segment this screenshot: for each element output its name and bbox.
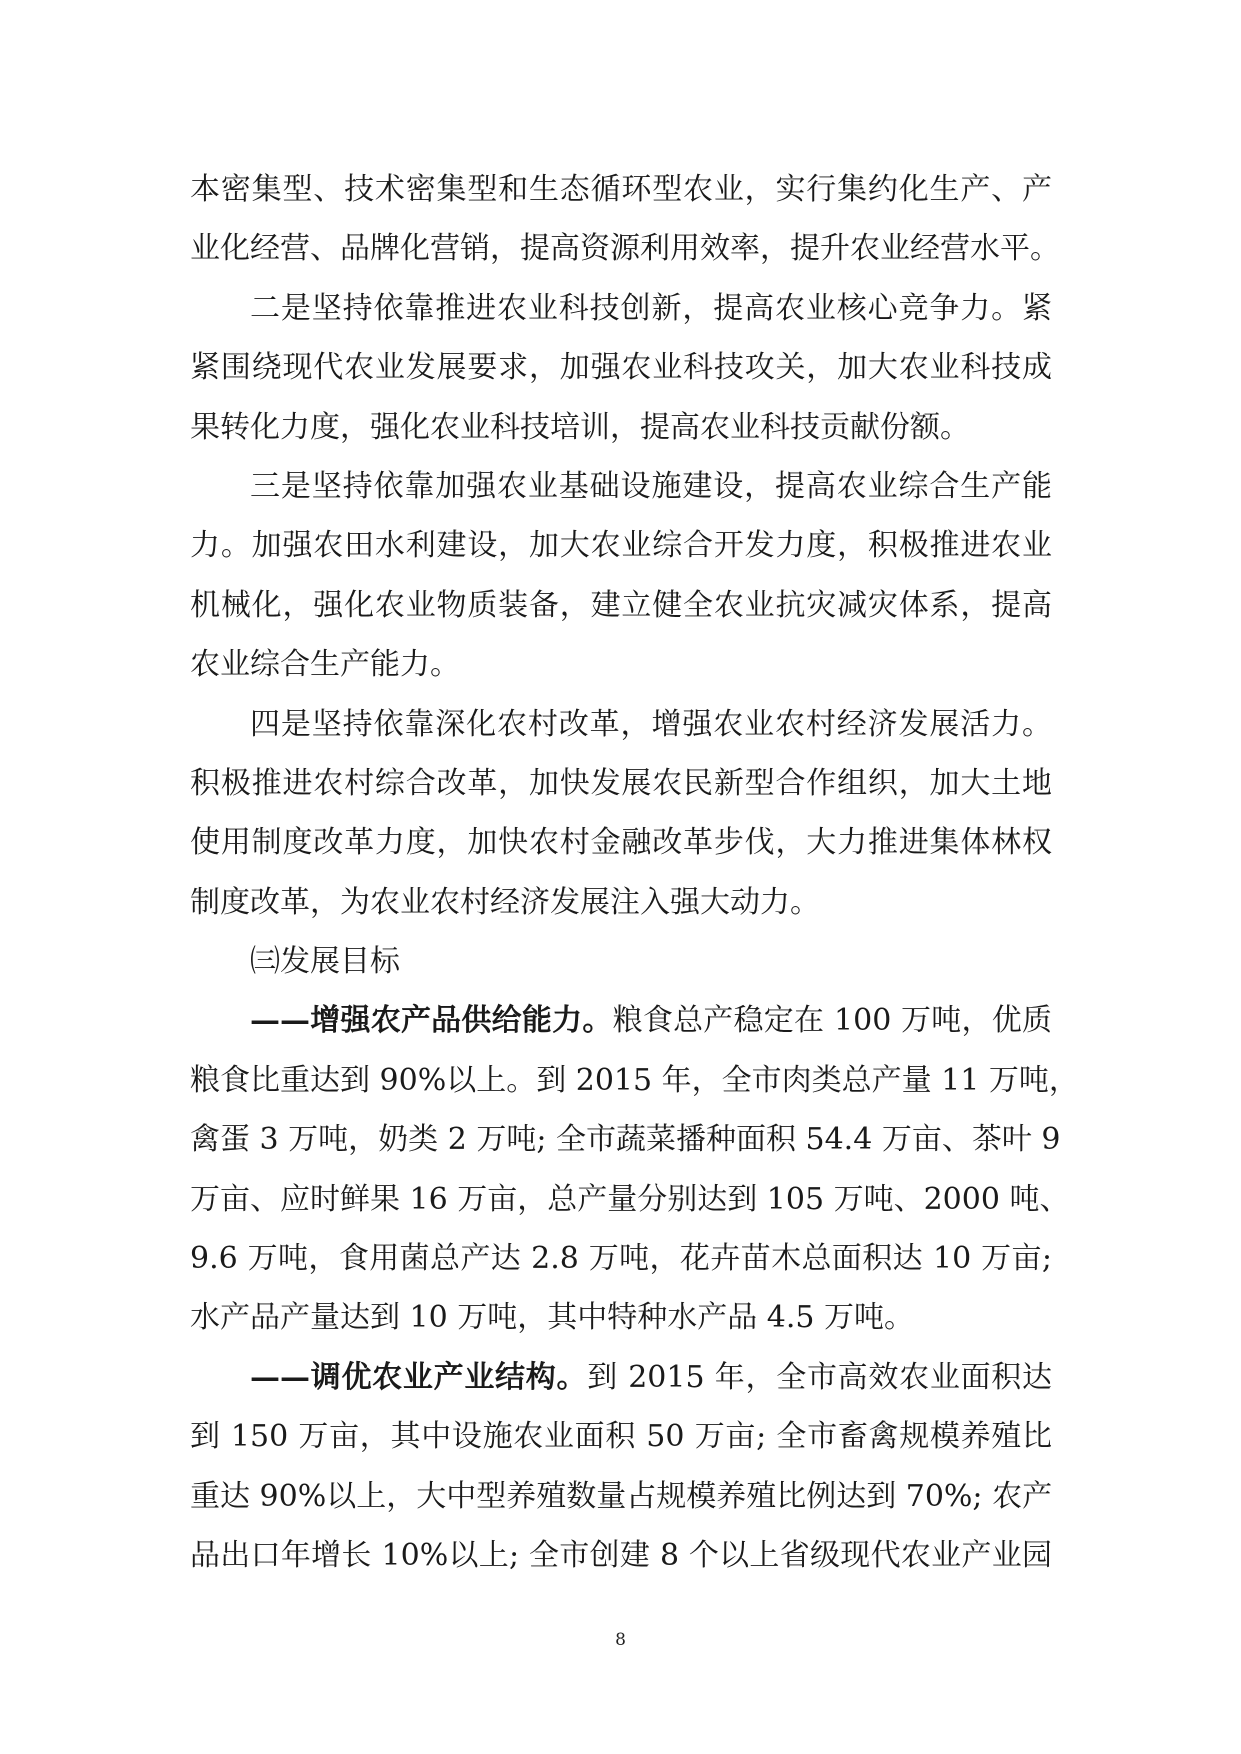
paragraph-line: 业化经营、品牌化营销，提高资源利用效率，提升农业经营水平。 [190, 231, 1060, 267]
paragraph-line: 三是坚持依靠加强农业基础设施建设，提高农业综合生产能 [250, 468, 1052, 504]
page-number: 8 [615, 1630, 626, 1650]
paragraph-line: 四是坚持依靠深化农村改革，增强农业农村经济发展活力。 [250, 706, 1052, 742]
paragraph-line: 积极推进农村综合改革，加快发展农民新型合作组织，加大土地 [190, 765, 1052, 801]
paragraph-line: 果转化力度，强化农业科技培训，提高农业科技贡献份额。 [190, 409, 970, 445]
paragraph-line: 到 150 万亩，其中设施农业面积 50 万亩; 全市畜禽规模养殖比 [190, 1419, 1052, 1455]
goal-text: 粮食总产稳定在 100 万吨，优质 [612, 1003, 1052, 1039]
paragraph-line: 品出口年增长 10%以上; 全市创建 8 个以上省级现代农业产业园 [190, 1537, 1052, 1573]
paragraph-line: 机械化，强化农业物质装备，建立健全农业抗灾减灾体系，提高 [190, 587, 1052, 623]
goal-paragraph-first-line [190, 991, 1052, 1050]
paragraph-line: 万亩、应时鲜果 16 万亩，总产量分别达到 105 万吨、2000 吨、 [190, 1181, 1070, 1217]
paragraph-line: 禽蛋 3 万吨，奶类 2 万吨; 全市蔬菜播种面积 54.4 万亩、茶叶 9 [190, 1122, 1061, 1158]
document-body [190, 160, 1079, 1585]
goal-heading: ——调优农业产业结构。 [250, 1359, 588, 1395]
section-heading: ㈢发展目标 [250, 944, 400, 980]
paragraph-line: 制度改革，为农业农村经济发展注入强大动力。 [190, 884, 820, 920]
paragraph-line: 紧围绕现代农业发展要求，加强农业科技攻关，加大农业科技成 [190, 350, 1052, 386]
paragraph-line: 二是坚持依靠推进农业科技创新，提高农业核心竞争力。紧 [250, 290, 1052, 326]
paragraph-line: 力。加强农田水利建设，加大农业综合开发力度，积极推进农业 [190, 528, 1052, 564]
paragraph-line: 粮食比重达到 90%以上。到 2015 年，全市肉类总产量 11 万吨， [190, 1062, 1079, 1098]
goal-paragraph-first-line [190, 1348, 1052, 1407]
paragraph-line: 使用制度改革力度，加快农村金融改革步伐，大力推进集体林权 [190, 825, 1052, 861]
paragraph-line: 本密集型、技术密集型和生态循环型农业，实行集约化生产、产 [190, 172, 1052, 207]
paragraph-line: 重达 90%以上，大中型养殖数量占规模养殖比例达到 70%; 农产 [190, 1478, 1053, 1514]
goal-heading: ——增强农产品供给能力。 [250, 1003, 613, 1039]
paragraph-line: 农业综合生产能力。 [190, 647, 460, 683]
goal-text: 到 2015 年，全市高效农业面积达 [587, 1359, 1053, 1395]
paragraph-line: 水产品产量达到 10 万吨，其中特种水产品 4.5 万吨。 [190, 1300, 915, 1336]
paragraph-line: 9.6 万吨，食用菌总产达 2.8 万吨，花卉苗木总面积达 10 万亩; [190, 1241, 1052, 1277]
